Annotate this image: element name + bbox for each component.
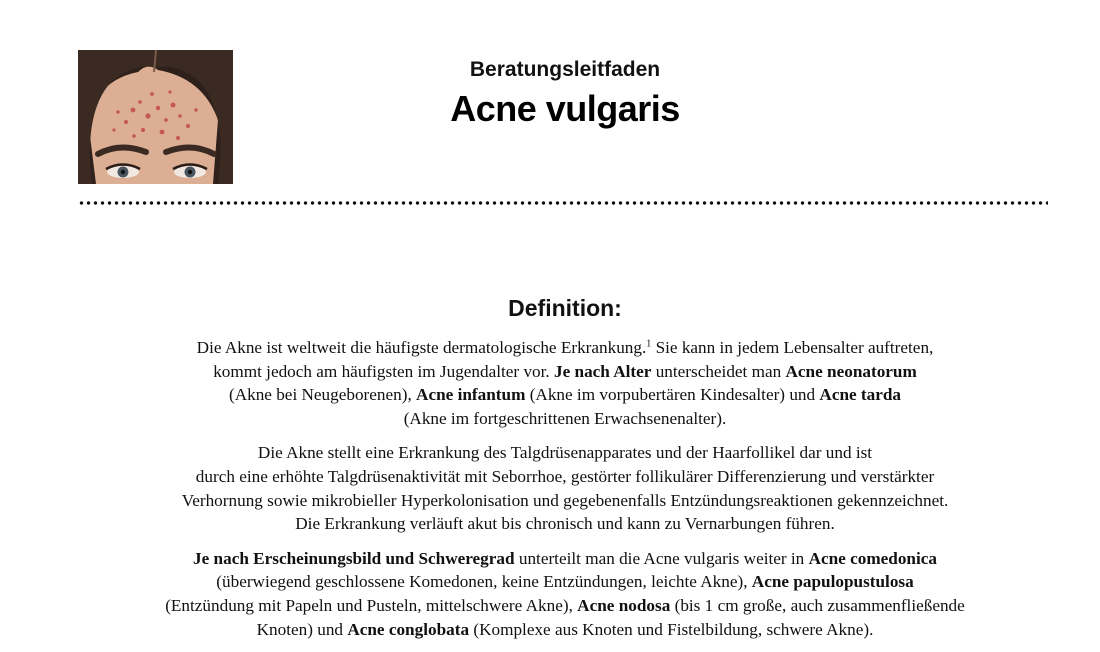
text-run: Die Akne ist weltweit die häufigste dermatologische Erkrankung. [196, 338, 647, 357]
text-line [60, 383, 1070, 407]
bold-term: Acne infantum [416, 385, 526, 405]
text-line [60, 512, 1070, 536]
text-run: unterscheidet man [651, 361, 786, 381]
document-subtitle: Beratungsleitfaden [469, 58, 661, 81]
text-run: Die Akne stellt eine Erkrankung des Talgdrüsenapparates und der Haarfollikel dar und ist [257, 443, 873, 463]
text-run: (Akne im vorpubertären Kindesalter) und [525, 385, 820, 405]
text-line [60, 360, 1070, 384]
section-heading-definition: Definition: [508, 295, 622, 321]
text-run: Knoten) und [256, 619, 348, 639]
text-run: kommt jedoch am häufigsten im Jugendalter vor. [213, 361, 554, 381]
text-line [60, 465, 1070, 489]
bold-term: Acne neonatorum [785, 361, 917, 381]
text-run: durch eine erhöhte Talgdrüsenaktivität mit Seborrhoe, gestörter follikulärer Differenzierung und verstärkter [195, 466, 935, 486]
text-run: (bis 1 cm große, auch zusammenfließende [670, 595, 965, 615]
text-run: (Akne im fortgeschrittenen Erwachsenenalter). [403, 408, 727, 428]
bold-term: Acne papulopustulosa [751, 572, 914, 592]
bold-term: Acne nodosa [577, 595, 671, 615]
text-line [60, 594, 1070, 618]
dotted-divider [78, 200, 1048, 206]
text-run: Sie kann in jedem Lebensalter auftreten, [651, 338, 934, 357]
bold-term: Acne comedonica [808, 548, 937, 568]
definition-text [60, 336, 1070, 652]
bold-term: Je nach Erscheinungsbild und Schweregrad [193, 548, 515, 568]
text-run: Die Erkrankung verläuft akut bis chronisch und kann zu Vernarbungen führen. [295, 514, 835, 534]
text-run: Verhornung sowie mikrobieller Hyperkolonisation und gegebenenfalls Entzündungsreaktionen gekennzeichnet. [181, 490, 949, 510]
text-line [60, 618, 1070, 642]
text-run: (Akne bei Neugeborenen), [228, 385, 417, 405]
document-title: Acne vulgaris [450, 88, 680, 129]
text-line [60, 570, 1070, 594]
paragraph [60, 336, 1070, 430]
footnote-marker: 1 [646, 338, 652, 350]
bold-term: Acne tarda [819, 385, 902, 405]
text-run: (Entzündung mit Papeln und Pusteln, mittelschwere Akne), [165, 595, 578, 615]
text-line [60, 489, 1070, 513]
paragraph [60, 547, 1070, 641]
text-run: (Komplexe aus Knoten und Fistelbildung, schwere Akne). [469, 619, 874, 639]
text-line [60, 547, 1070, 571]
text-run: unterteilt man die Acne vulgaris weiter in [514, 548, 809, 568]
text-line [60, 441, 1070, 465]
paragraph [60, 441, 1070, 535]
bold-term: Acne conglobata [347, 619, 470, 639]
text-line [60, 407, 1070, 431]
bold-term: Je nach Alter [554, 361, 652, 381]
text-run: (überwiegend geschlossene Komedonen, keine Entzündungen, leichte Akne), [216, 572, 752, 592]
text-line [60, 336, 1070, 360]
